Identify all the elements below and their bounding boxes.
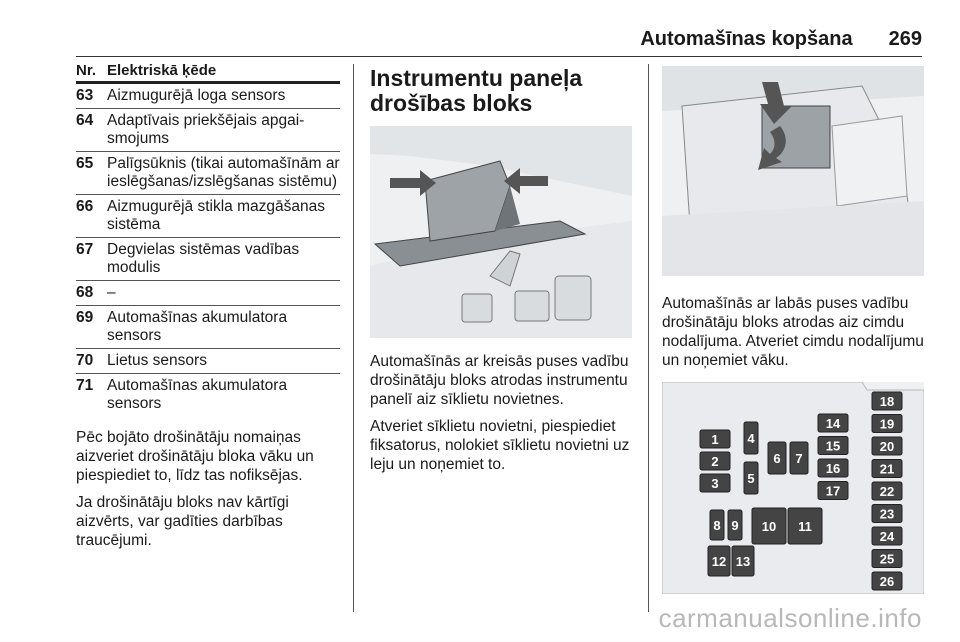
column-2 [370, 66, 634, 474]
fuse-label: 7 [795, 451, 803, 466]
row-text: Aizmugurējā loga sensors [107, 87, 286, 104]
fuse-slot [700, 430, 730, 448]
fuse-label: 4 [747, 431, 755, 446]
fuse-label: 21 [879, 461, 895, 477]
column-3 [662, 66, 926, 594]
fuse-slot [872, 437, 902, 455]
fuse-label: 24 [879, 529, 895, 544]
fuse-label: 12 [711, 554, 727, 569]
paragraph-fuse-replace: Pēc bojāto drošinātāju nomaiņas aizveriet drošinātāju bloka vāku un piespiediet to, līdz tas nofiksējas. [76, 429, 314, 484]
col-header-circuit: Elektriskā ķēde [107, 62, 217, 79]
glovebox-lhd-illustration [370, 126, 632, 338]
paragraph-open-instructions: Atveriet sīklietu novietni, piespiediet fiksatorus, nolokiet sīklietu novietni uz leju un noņemiet to. [370, 418, 630, 473]
fuse-label: 16 [825, 461, 841, 476]
row-number: 64 [76, 112, 94, 129]
table-row [76, 109, 340, 152]
fuse-slot [752, 508, 786, 544]
fuse-label: 3 [711, 476, 719, 491]
row-number: 68 [76, 284, 94, 301]
fuse-label: 22 [879, 484, 895, 499]
fuse-slot [872, 482, 902, 500]
page-title: Automašīnas kopšana [640, 28, 853, 50]
fuse-label: 13 [735, 554, 751, 569]
fuse-label: 5 [747, 471, 755, 486]
fuse-table-body [76, 84, 340, 416]
col-header-nr: Nr. [76, 62, 97, 79]
fuse-slot [872, 392, 902, 410]
fuse-box-diagram [662, 382, 924, 594]
fuse-label: 25 [879, 551, 895, 567]
fuse-label: 20 [879, 439, 895, 454]
fuse-slot [872, 527, 902, 545]
page-number: 269 [888, 28, 922, 50]
table-header [76, 62, 340, 84]
paragraph-rhd-location: Automašīnās ar labās puses vadību drošinātāju bloks atrodas aiz cimdu nodalījuma. Atveriet cimdu nodalījumu un noņemiet vāku. [662, 295, 924, 369]
row-number: 70 [76, 352, 94, 369]
row-number: 67 [76, 241, 94, 258]
fuse-slot [744, 422, 758, 454]
fuse-slot [872, 505, 902, 523]
row-number: 65 [76, 155, 94, 172]
fuse-slot [872, 415, 902, 433]
fuse-slot [708, 546, 730, 576]
table-row [76, 374, 340, 416]
column-divider-2 [648, 64, 649, 612]
row-number: 69 [76, 309, 94, 326]
heading-line-2: drošības bloks [370, 90, 533, 116]
table-row [76, 281, 340, 306]
fuse-slot [744, 462, 758, 494]
fuse-label: 11 [798, 519, 812, 534]
fuse-slot [728, 510, 742, 540]
fuse-slot [872, 572, 902, 590]
fuse-label: 8 [713, 518, 721, 533]
row-text: Degvielas sistēmas vadības modulis [107, 241, 300, 276]
fuse-slot [818, 437, 848, 455]
fuse-slot [700, 452, 730, 470]
row-number: 71 [76, 377, 94, 394]
fuse-label: 9 [731, 518, 739, 533]
fuse-label: 1 [711, 432, 719, 447]
paragraph-warning: Ja drošinātāju bloks nav kārtīgi aizvērts, var gadīties darbības traucējumi. [76, 494, 289, 549]
row-text: Automašīnas akumulatora sensors [107, 377, 288, 412]
fuse-slot [788, 508, 822, 544]
header-rule [76, 56, 922, 57]
column-divider-1 [353, 64, 354, 612]
table-row [76, 238, 340, 281]
row-text: – [107, 284, 116, 301]
fuse-slot [818, 414, 848, 432]
row-text: Aizmugurējā stikla mazgāšanas sistēma [107, 198, 325, 233]
row-number: 63 [76, 87, 94, 104]
page-header [640, 28, 922, 51]
fuse-slot [818, 459, 848, 477]
fuse-slot [768, 442, 786, 474]
fuse-slot [732, 546, 754, 576]
fuse-label: 17 [825, 483, 841, 499]
fuse-label: 14 [825, 416, 841, 431]
fuse-slot [710, 510, 724, 540]
fuse-slot [872, 460, 902, 478]
heading-line-1: Instrumentu paneļa [370, 65, 583, 91]
fuse-slot [818, 482, 848, 500]
fuse-label: 2 [711, 454, 719, 469]
row-text: Automašīnas akumulatora sensors [107, 309, 288, 344]
column-1 [76, 62, 340, 550]
paragraph-lhd-location: Automašīnās ar kreisās puses vadību drošinātāju bloks atrodas instrumentu panelī aiz sīklietu novietnes. [370, 353, 629, 408]
section-heading [370, 66, 634, 116]
table-row [76, 306, 340, 349]
fuse-label: 18 [879, 394, 895, 409]
row-text: Adaptīvais priekšējais apgaismojums [107, 112, 305, 147]
row-text: Palīgsūknis (tikai automašīnām ar ieslēgšanas/izslēgšanas sistēmu) [107, 155, 340, 190]
fuse-label: 15 [825, 438, 841, 454]
glovebox-rhd-illustration [662, 66, 924, 276]
fuse-label: 26 [879, 574, 895, 589]
row-number: 66 [76, 198, 94, 215]
fuse-label: 19 [879, 416, 895, 432]
table-row [76, 349, 340, 374]
row-text: Lietus sensors [107, 352, 207, 369]
fuse-label: 10 [761, 519, 777, 534]
fuse-label: 6 [773, 451, 781, 466]
watermark: carmanualsonline.info [658, 603, 922, 633]
table-row [76, 152, 340, 195]
fuse-slot [700, 474, 730, 492]
fuse-slot [790, 442, 808, 474]
table-row [76, 84, 340, 109]
fuse-slot [872, 550, 902, 568]
table-row [76, 195, 340, 238]
fuse-label: 23 [879, 506, 895, 522]
